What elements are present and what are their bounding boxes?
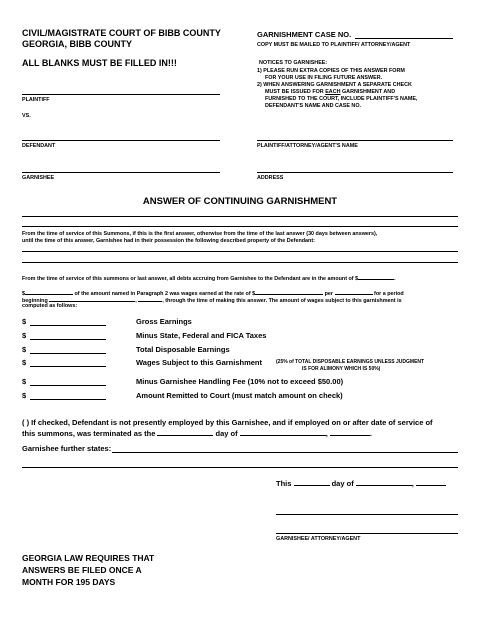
para2-text: From the time of service of this summons or last answer, all debts accruing from Garnishee to the Defendant are in the amount of $ . [22, 276, 396, 282]
property-line-1[interactable] [22, 251, 458, 252]
subject-dollar: $ [22, 358, 27, 367]
subject-wages-field[interactable] [30, 366, 106, 367]
wages-amount-field[interactable] [25, 289, 73, 295]
signature-field[interactable] [276, 514, 458, 515]
signature-label: GARNISHEE/ ATTORNEY/AGENT [276, 536, 361, 542]
property-line-2[interactable] [22, 262, 458, 263]
taxes-dollar: $ [22, 331, 27, 340]
para3-line3: computed as follows: [22, 303, 78, 309]
blanks-notice: ALL BLANKS MUST BE FILLED IN!!! [22, 58, 177, 68]
footer-line3: MONTH FOR 195 DAYS [22, 577, 116, 587]
notice-2d: DEFENDANT'S NAME AND CASE NO. [265, 103, 362, 109]
debt-amount-field[interactable] [358, 274, 394, 280]
notice-2c: FURNISHED TO THE COURT, INCLUDE PLAINTIFF'S NAME, [265, 96, 418, 102]
address-label: ADDRESS [257, 175, 284, 181]
handling-fee-field[interactable] [30, 385, 106, 386]
para1-line2: until the time of this answer, Garnishee had in their possession the following described property of the Defendant: [22, 238, 315, 244]
court-name: CIVIL/MAGISTRATE COURT OF BIBB COUNTY [22, 28, 221, 38]
garnishee-label: GARNISHEE [22, 175, 55, 181]
answer-line-1[interactable] [22, 216, 458, 217]
garnishee-field[interactable] [22, 172, 220, 173]
disposable-label: Total Disposable Earnings [136, 345, 230, 354]
termination-line2: this summons, was terminated as the day of , . [22, 429, 372, 438]
remitted-label: Amount Remitted to Court (must match amount on check) [136, 391, 343, 400]
plaintiff-agent-label: PLAINTIFF/ATTORNEY/AGENT'S NAME [257, 143, 358, 149]
address-field[interactable] [257, 172, 453, 173]
sign-day-field[interactable] [294, 478, 330, 486]
plaintiff-label: PLAINTIFF [22, 97, 50, 103]
notice-1a: 1) PLEASE RUN EXTRA COPIES OF THIS ANSWER FORM [257, 68, 405, 74]
disposable-field[interactable] [30, 353, 106, 354]
court-county: GEORGIA, BIBB COUNTY [22, 39, 133, 49]
termination-line1: ( ) If checked, Defendant is not presently employed by this Garnishee, and if employed on or after date of service of [22, 418, 433, 427]
footer-line1: GEORGIA LAW REQUIRES THAT [22, 553, 155, 563]
case-number-label: GARNISHMENT CASE NO. [257, 30, 352, 39]
plaintiff-agent-field[interactable] [257, 140, 453, 141]
signature-date: This day of , [276, 478, 446, 488]
para3-line1: $ of the amount named in Paragraph 2 was wages earned at the rate of $ per for a period [22, 291, 404, 297]
gross-earnings-field[interactable] [30, 325, 106, 326]
termination-year-field[interactable] [330, 428, 370, 436]
wage-rate-field[interactable] [255, 289, 323, 295]
gross-label: Gross Earnings [136, 317, 192, 326]
termination-day-field[interactable] [157, 428, 213, 436]
sign-month-field[interactable] [356, 478, 412, 486]
notice-2a: 2) WHEN ANSWERING GARNISHMENT A SEPARATE CHECK [257, 82, 412, 88]
wages-note-1: (25% of TOTAL DISPOSABLE EARNINGS UNLESS JUDGMENT [276, 359, 425, 365]
further-states-label: Garnishee further states: [22, 444, 112, 453]
notice-1b: FOR YOUR USE IN FILING FUTURE ANSWER. [265, 75, 383, 81]
notice-2b: MUST BE ISSUED FOR EACH GARNISHMENT AND [265, 89, 396, 95]
copy-notice: COPY MUST BE MAILED TO PLAINTIFF/ ATTORNEY/AGENT [257, 42, 411, 48]
form-title: ANSWER OF CONTINUING GARNISHMENT [142, 196, 338, 207]
para1-line1: From the time of service of this Summons, if this is the first answer, otherwise from the time of the last answer (30 days between answers), [22, 231, 378, 237]
termination-month-field[interactable] [240, 428, 326, 436]
para3-line2: beginning , , through the time of making this answer. The amount of wages subject to this garnishment is [22, 298, 402, 304]
further-states-field-1[interactable] [112, 452, 458, 453]
disposable-dollar: $ [22, 345, 27, 354]
fee-dollar: $ [22, 377, 27, 386]
period-year-field[interactable] [138, 296, 162, 302]
wage-per-field[interactable] [335, 289, 373, 295]
footer-line2: ANSWERS BE FILED ONCE A [22, 565, 142, 575]
fee-label: Minus Garnishee Handling Fee (10% not to exceed $50.00) [136, 377, 344, 386]
wages-note-2: IS FOR ALIMONY WHICH IS 50%) [302, 366, 381, 372]
taxes-label: Minus State, Federal and FICA Taxes [136, 331, 267, 340]
defendant-field[interactable] [22, 140, 220, 141]
defendant-label: DEFENDANT [22, 143, 56, 149]
remitted-field[interactable] [30, 399, 106, 400]
gross-dollar: $ [22, 317, 27, 326]
employment-checkbox[interactable]: ( ) [22, 418, 30, 427]
taxes-field[interactable] [30, 339, 106, 340]
signature-name-field[interactable] [276, 533, 458, 534]
notices-title: NOTICES TO GARNISHEE: [259, 60, 328, 66]
vs-label: VS. [22, 113, 31, 119]
sign-year-field[interactable] [416, 478, 446, 486]
answer-line-2[interactable] [22, 226, 458, 227]
further-states-field-2[interactable] [22, 467, 458, 468]
period-begin-field[interactable] [49, 296, 135, 302]
remitted-dollar: $ [22, 391, 27, 400]
subject-label: Wages Subject to this Garnishment [136, 358, 262, 367]
case-number-field[interactable] [355, 38, 453, 39]
plaintiff-field[interactable] [22, 94, 220, 95]
